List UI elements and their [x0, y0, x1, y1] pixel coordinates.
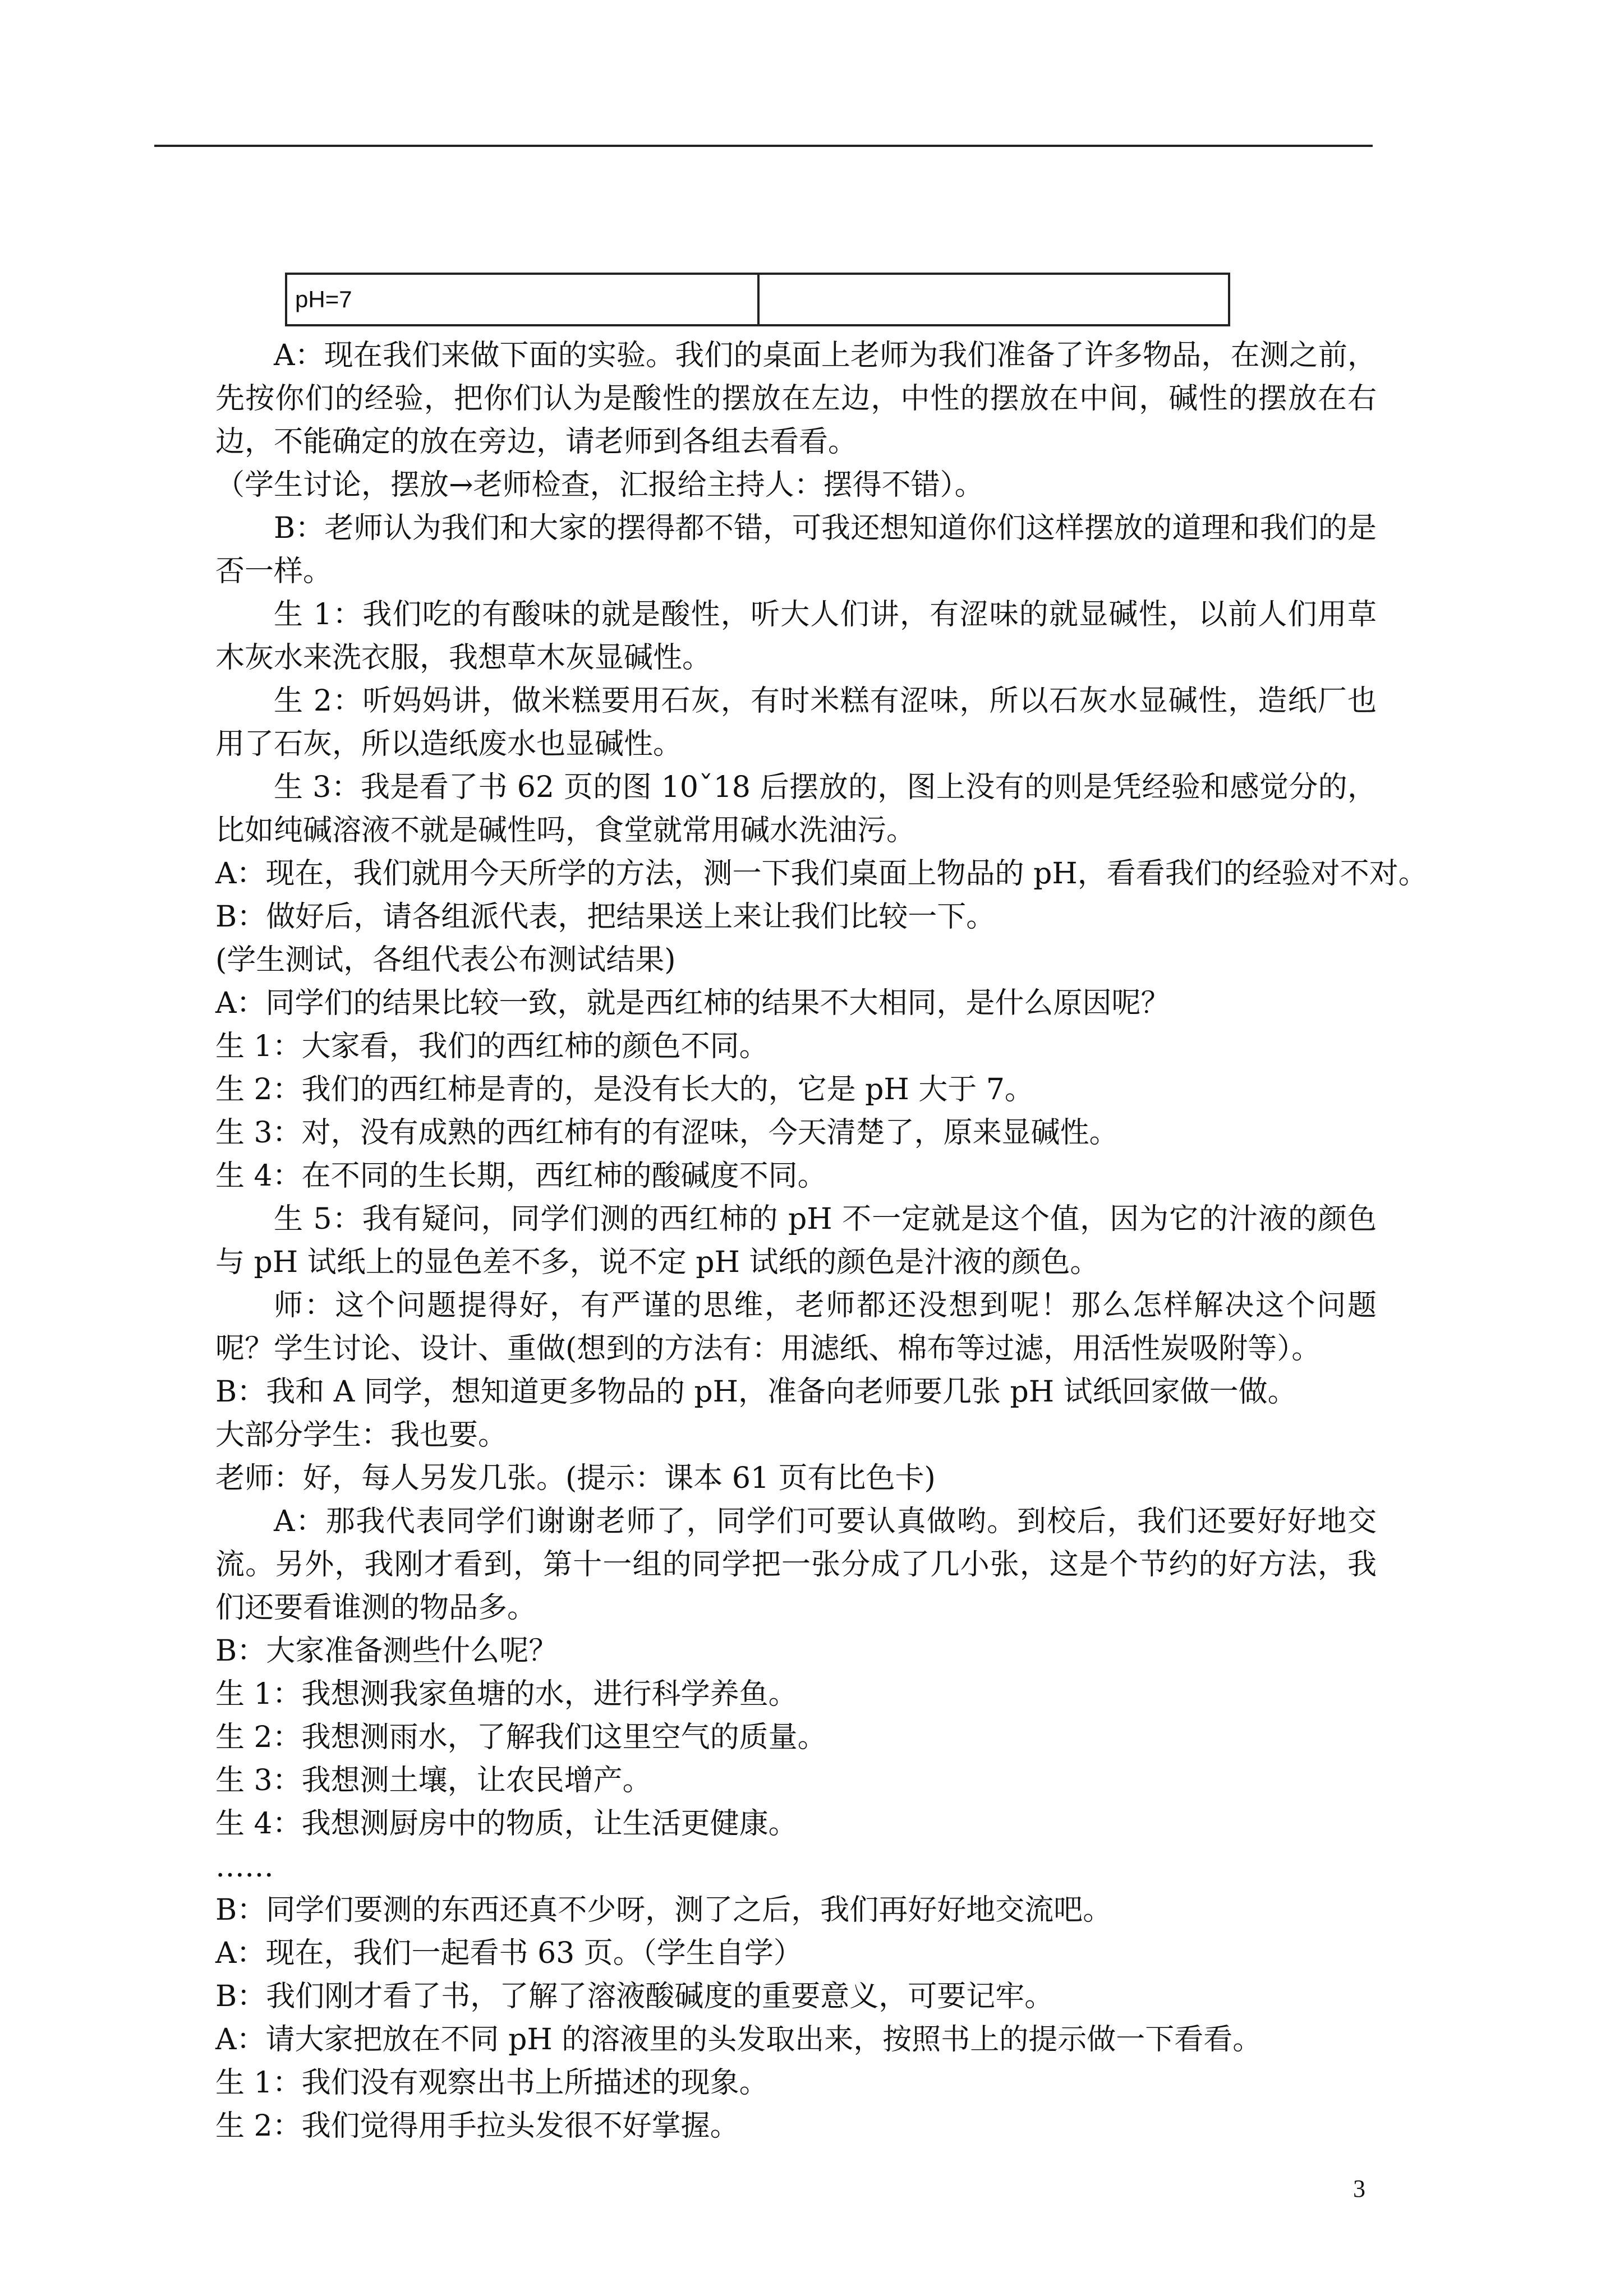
paragraph: 生 2：我们觉得用手拉头发很不好掌握。 — [215, 2109, 739, 2143]
ph-table — [285, 273, 1230, 326]
paragraph: A：请大家把放在不同 pH 的溶液里的头发取出来，按照书上的提示做一下看看。 — [215, 2023, 1262, 2057]
table-cell — [758, 274, 1229, 325]
paragraph: B：做好后，请各组派代表，把结果送上来让我们比较一下。 — [215, 900, 996, 934]
paragraph: 生 3：对，没有成熟的西红柿有的有涩味，今天清楚了，原来显碱性。 — [215, 1116, 1119, 1150]
paragraph: 生 1：我们没有观察出书上所描述的现象。 — [215, 2066, 769, 2100]
paragraph: …… — [215, 1850, 274, 1884]
paragraph: (学生测试，各组代表公布测试结果) — [215, 943, 676, 977]
paragraph: 生 2：我们的西红柿是青的，是没有长大的，它是 pH 大于 7。 — [215, 1073, 1034, 1106]
paragraph: 大部分学生：我也要。 — [215, 1418, 508, 1452]
paragraph: 师：这个问题提得好，有严谨的思维，老师都还没想到呢！那么怎样解决这个问题呢？学生讨论、设计、重做(想到的方法有：用滤纸、棉布等过滤，用活性炭吸附等）。 — [215, 1289, 1377, 1366]
paragraph: 生 1：大家看，我们的西红柿的颜色不同。 — [215, 1030, 769, 1063]
paragraph: 生 3：我想测土壤，让农民增产。 — [215, 1764, 652, 1797]
paragraph: （学生讨论，摆放→老师检查，汇报给主持人：摆得不错）。 — [215, 468, 984, 502]
paragraph: A：现在，我们一起看书 63 页。（学生自学） — [215, 1937, 803, 1970]
paragraph: 生 3：我是看了书 62 页的图 10ˇ18 后摆放的，图上没有的则是凭经验和感觉分的，比如纯碱溶液不就是碱性吗，食堂就常用碱水洗油污。 — [215, 771, 1377, 847]
table-cell: pH=7 — [286, 274, 758, 325]
paragraph: 生 5：我有疑问，同学们测的西红柿的 pH 不一定就是这个值，因为它的汁液的颜色与 pH 试纸上的显色差不多，说不定 pH 试纸的颜色是汁液的颜色。 — [215, 1202, 1377, 1279]
paragraph: 生 2：我想测雨水，了解我们这里空气的质量。 — [215, 1721, 827, 1754]
paragraph: 生 2：听妈妈讲，做米糕要用石灰，有时米糕有涩味，所以石灰水显碱性，造纸厂也用了石灰，所以造纸废水也显碱性。 — [215, 684, 1377, 761]
paragraph: A：现在我们来做下面的实验。我们的桌面上老师为我们准备了许多物品，在测之前，先按你们的经验，把你们认为是酸性的摆放在左边，中性的摆放在中间，碱性的摆放在右边，不能确定的放在旁边，请老师到各组去看看。 — [215, 339, 1377, 459]
paragraph: 生 4：在不同的生长期，西红柿的酸碱度不同。 — [215, 1159, 827, 1193]
paragraph: B：同学们要测的东西还真不少呀，测了之后，我们再好好地交流吧。 — [215, 1893, 1112, 1927]
paragraph: 生 1：我们吃的有酸味的就是酸性，听大人们讲，有涩味的就显碱性，以前人们用草木灰水来洗衣服，我想草木灰显碱性。 — [215, 598, 1377, 675]
paragraph: 生 4：我想测厨房中的物质，让生活更健康。 — [215, 1807, 798, 1841]
page-number: 3 — [1353, 2175, 1365, 2202]
paragraph: A：那我代表同学们谢谢老师了，同学们可要认真做哟。到校后，我们还要好好地交流。另外，我刚才看到，第十一组的同学把一张分成了几小张，这是个节约的好方法，我们还要看谁测的物品多。 — [215, 1505, 1377, 1625]
table-row — [286, 274, 1229, 325]
document-body — [215, 334, 1428, 2148]
paragraph: A：现在，我们就用今天所学的方法，测一下我们桌面上物品的 pH，看看我们的经验对不对。 — [215, 857, 1428, 891]
paragraph: B：我和 A 同学，想知道更多物品的 pH，准备向老师要几张 pH 试纸回家做一做。 — [215, 1375, 1297, 1409]
paragraph: A：同学们的结果比较一致，就是西红柿的结果不大相同，是什么原因呢？ — [215, 986, 1170, 1020]
paragraph: B：老师认为我们和大家的摆得都不错，可我还想知道你们这样摆放的道理和我们的是否一样。 — [215, 511, 1377, 588]
paragraph: B：大家准备测些什么呢？ — [215, 1634, 558, 1668]
paragraph: B：我们刚才看了书，了解了溶液酸碱度的重要意义，可要记牢。 — [215, 1980, 1054, 2013]
paragraph: 老师：好，每人另发几张。(提示：课本 61 页有比色卡) — [215, 1461, 936, 1495]
header-rule — [154, 145, 1373, 147]
paragraph: 生 1：我想测我家鱼塘的水，进行科学养鱼。 — [215, 1677, 798, 1711]
